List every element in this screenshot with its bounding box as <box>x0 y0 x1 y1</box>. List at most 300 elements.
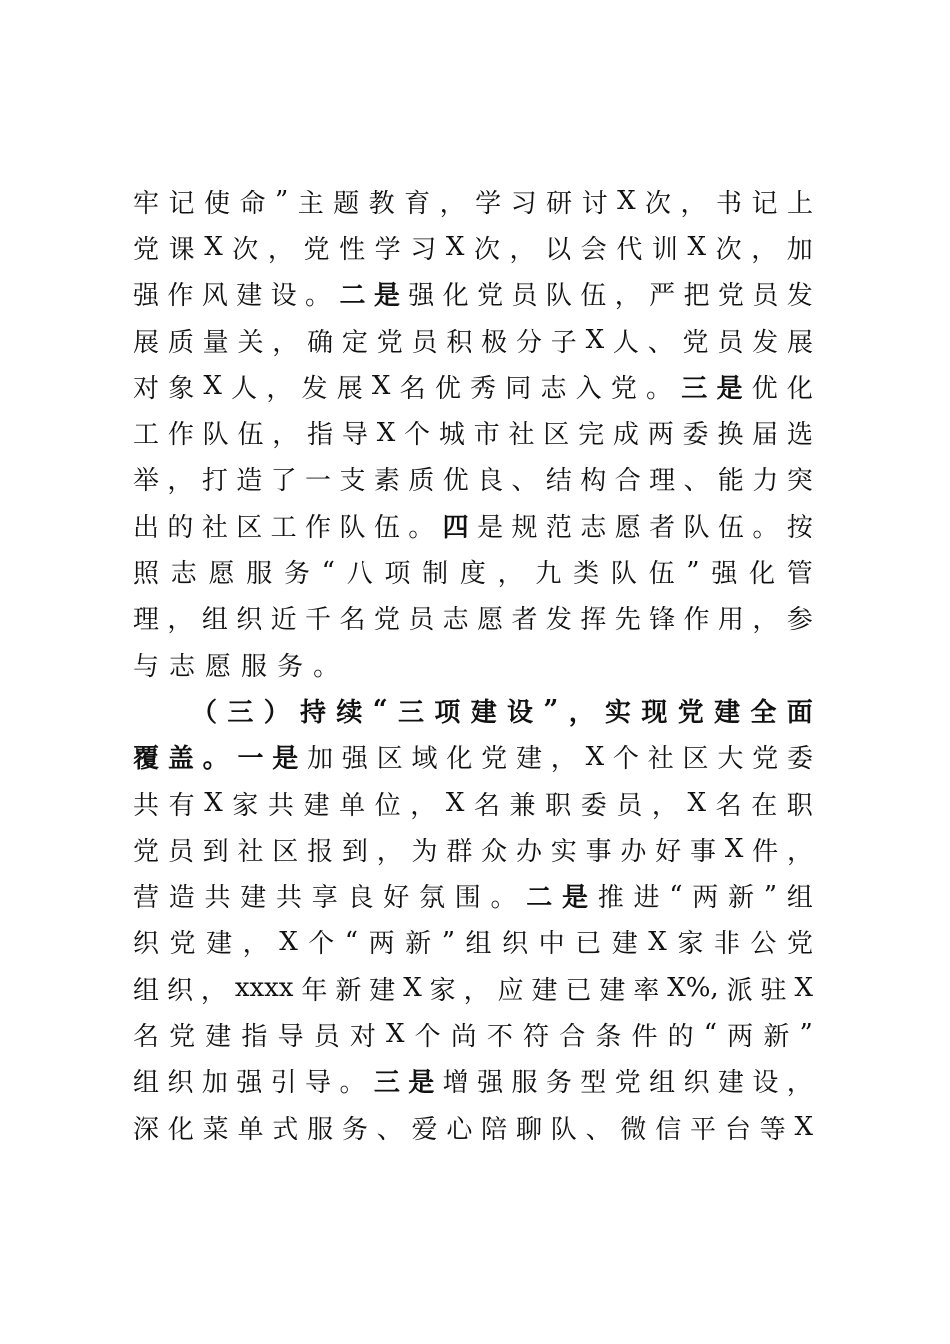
text-char: ， <box>751 234 778 265</box>
text-char: X <box>648 926 667 957</box>
text-char: 的 <box>167 512 194 543</box>
text-char: 进 <box>633 883 660 914</box>
text-char: 新 <box>405 929 432 960</box>
text-char: 伍 <box>237 420 264 451</box>
text-char: 导 <box>277 1021 304 1052</box>
text-char: 建 <box>611 929 638 960</box>
text-char: 中 <box>538 929 565 960</box>
text-char: 展 <box>786 327 813 358</box>
text-char: 关 <box>237 327 264 358</box>
text-char: 量 <box>202 327 229 358</box>
text-char: 建 <box>515 744 542 775</box>
text-char: 设 <box>752 1068 779 1099</box>
text-char: 围 <box>454 883 481 914</box>
text-line <box>133 224 813 270</box>
text-char: 以 <box>545 234 572 265</box>
text-char: 已 <box>565 975 592 1006</box>
text-char: 两 <box>727 1021 754 1052</box>
text-char: 信 <box>655 1114 682 1145</box>
text-char: 织 <box>683 1068 710 1099</box>
text-char: 作 <box>305 512 332 543</box>
bold-text-char: ， <box>568 697 595 728</box>
text-char: 把 <box>683 281 710 312</box>
text-char: 队 <box>610 559 637 590</box>
text-char: 志 <box>169 651 206 682</box>
text-char: 支 <box>339 466 366 497</box>
text-char: 项 <box>384 559 411 590</box>
text-char: 个 <box>414 1021 441 1052</box>
text-char: 党 <box>717 281 744 312</box>
text-char: 员 <box>752 281 779 312</box>
text-char: ， <box>786 836 813 867</box>
text-char: 强 <box>711 559 738 590</box>
text-char: 性 <box>339 234 366 265</box>
text-char: 展 <box>133 327 160 358</box>
text-char: 、 <box>647 327 674 358</box>
text-char: 展 <box>336 373 363 404</box>
text-char: 人 <box>612 327 639 358</box>
text-char: 。 <box>490 883 517 914</box>
text-char: 一 <box>305 466 332 497</box>
text-char: ， <box>439 188 466 219</box>
text-char: 建 <box>717 1068 744 1099</box>
text-char: 指 <box>307 420 334 451</box>
text-char: 建 <box>303 790 330 821</box>
text-char: 导 <box>305 1068 332 1099</box>
text-char: 举 <box>133 466 160 497</box>
text-char: 实 <box>550 836 577 867</box>
bold-text-char: 项 <box>434 697 461 728</box>
text-char: 服 <box>241 651 278 682</box>
text-line <box>133 734 813 780</box>
text-char: 党 <box>303 234 330 265</box>
text-char: ， <box>786 1068 813 1099</box>
text-line <box>133 641 813 687</box>
text-char: ， <box>680 188 707 219</box>
text-char: 强 <box>236 1068 263 1099</box>
text-char: 群 <box>446 836 473 867</box>
text-char: 个 <box>404 420 431 451</box>
text-char: 良 <box>477 466 504 497</box>
text-char: 委 <box>786 744 813 775</box>
text-char: 员 <box>511 281 538 312</box>
text-char: 员 <box>411 327 438 358</box>
text-char: 两 <box>692 883 719 914</box>
text-char: 名 <box>339 605 366 636</box>
text-char: 良 <box>347 883 374 914</box>
text-char: 是 <box>477 512 504 543</box>
text-char: 分 <box>515 327 542 358</box>
text-char: 党 <box>133 836 160 867</box>
text-char: 建 <box>240 883 267 914</box>
text-char: 市 <box>473 420 500 451</box>
text-char: 兼 <box>509 790 536 821</box>
text-char: 牢 <box>133 188 160 219</box>
text-char: X <box>794 973 813 1004</box>
text-char: 队 <box>683 512 710 543</box>
text-char: 同 <box>505 373 532 404</box>
text-char: 代 <box>616 234 643 265</box>
text-char: 建 <box>236 281 263 312</box>
text-char: 职 <box>786 790 813 821</box>
text-char: 近 <box>270 605 297 636</box>
text-line <box>133 548 813 594</box>
text-char: 次 <box>232 234 259 265</box>
text-char: 强 <box>408 281 435 312</box>
text-char: 愿 <box>208 559 235 590</box>
bold-text-char: 是 <box>272 744 299 775</box>
bold-text-char: 。 <box>202 744 229 775</box>
text-char: 志 <box>580 512 607 543</box>
text-char: 组 <box>649 1068 676 1099</box>
text-char: ， <box>497 559 524 590</box>
text-char: 织 <box>502 929 529 960</box>
text-char: X <box>585 325 605 356</box>
text-char: 加 <box>201 1068 228 1099</box>
text-char: 党 <box>373 605 400 636</box>
bold-text-char: 续 <box>336 697 363 728</box>
text-char: 好 <box>655 836 682 867</box>
text-char: 建 <box>599 975 626 1006</box>
text-char: 营 <box>133 883 160 914</box>
text-char: 等 <box>759 1114 786 1145</box>
text-char: ” <box>799 1019 813 1050</box>
text-char: 组 <box>465 929 492 960</box>
text-char: 已 <box>575 929 602 960</box>
text-char: 符 <box>523 1021 550 1052</box>
text-char: 办 <box>515 836 542 867</box>
text-char: ， <box>509 234 536 265</box>
text-char: 委 <box>682 420 709 451</box>
text-char: 好 <box>383 883 410 914</box>
text-char: 到 <box>341 836 368 867</box>
text-char: 伍 <box>717 512 744 543</box>
text-char: 与 <box>133 651 170 682</box>
text-char: 育 <box>404 188 431 219</box>
text-char: 素 <box>373 466 400 497</box>
text-char: 组 <box>133 975 160 1006</box>
text-char: 记 <box>168 188 195 219</box>
text-char: “ <box>669 880 683 911</box>
text-char: 平 <box>690 1114 717 1145</box>
text-char: 用 <box>717 605 744 636</box>
text-char: 不 <box>486 1021 513 1052</box>
text-char: 对 <box>133 373 160 404</box>
text-line <box>133 1058 813 1104</box>
text-line <box>133 872 813 918</box>
text-char: 参 <box>786 605 813 636</box>
text-char: 加 <box>786 234 813 265</box>
text-char: 、 <box>585 1114 612 1145</box>
bold-text-char: 三 <box>373 1068 400 1099</box>
bold-text-char: 设 <box>507 697 534 728</box>
text-char: 务 <box>545 1068 572 1099</box>
bold-text-char: 三 <box>681 373 708 404</box>
text-char: 愿 <box>205 651 242 682</box>
text-char: 打 <box>201 466 228 497</box>
text-char: 组 <box>201 605 228 636</box>
bold-text-char: 是 <box>562 883 589 914</box>
text-char: ， <box>272 420 299 451</box>
text-char: 式 <box>272 1114 299 1145</box>
text-char: 教 <box>368 188 395 219</box>
text-char: 社 <box>237 836 264 867</box>
text-char: ， <box>614 281 641 312</box>
text-char: 象 <box>168 373 195 404</box>
text-char: 位 <box>374 790 401 821</box>
text-char: 办 <box>620 836 647 867</box>
text-char: 积 <box>446 327 473 358</box>
text-char: 党 <box>481 744 508 775</box>
text-char: 极 <box>481 327 508 358</box>
text-char: 。 <box>752 512 779 543</box>
text-char: 党 <box>169 1021 196 1052</box>
text-char: 训 <box>651 234 678 265</box>
text-char: X <box>403 973 422 1004</box>
text-char: 单 <box>237 1114 264 1145</box>
text-line <box>133 826 813 872</box>
text-char: X <box>445 788 465 818</box>
text-char: 心 <box>446 1114 473 1145</box>
text-char: xxxx <box>234 973 294 1004</box>
text-char: 加 <box>307 744 334 775</box>
text-char: 个 <box>308 929 335 960</box>
text-char: 挥 <box>580 605 607 636</box>
text-char: ， <box>242 929 269 960</box>
text-char: 有 <box>168 790 195 821</box>
text-char: 名 <box>473 790 500 821</box>
text-char: 服 <box>511 1068 538 1099</box>
text-char: 愿 <box>477 605 504 636</box>
text-char: 共 <box>133 790 160 821</box>
text-line <box>133 919 813 965</box>
bold-text-char: 持 <box>300 697 327 728</box>
text-char: 。 <box>408 512 435 543</box>
text-char: 区 <box>682 744 709 775</box>
text-char: 造 <box>168 883 195 914</box>
text-char: 选 <box>786 420 813 451</box>
text-char: 志 <box>540 373 567 404</box>
text-char: 伍 <box>648 559 675 590</box>
text-char: 合 <box>559 1021 586 1052</box>
text-char: 。 <box>646 373 673 404</box>
text-char: 工 <box>270 512 297 543</box>
text-char: 应 <box>497 975 524 1006</box>
text-char: X <box>687 788 707 818</box>
text-char: 派 <box>726 975 753 1006</box>
text-char: 发 <box>786 281 813 312</box>
text-char: 报 <box>307 836 334 867</box>
text-char: X <box>376 417 396 448</box>
text-char: ， <box>410 790 437 821</box>
text-char: 书 <box>716 188 743 219</box>
text-char: 党 <box>169 929 196 960</box>
bold-text-char: 党 <box>677 697 704 728</box>
text-char: 党 <box>133 234 160 265</box>
text-char: 单 <box>339 790 366 821</box>
text-char: 台 <box>724 1114 751 1145</box>
text-char: 质 <box>167 327 194 358</box>
text-char: 。 <box>313 651 350 682</box>
text-char: 习 <box>510 188 537 219</box>
text-char: 共 <box>276 883 303 914</box>
text-char: 引 <box>270 1068 297 1099</box>
bold-text-char: 三 <box>398 697 425 728</box>
text-char: X <box>279 926 298 957</box>
text-char: 度 <box>459 559 486 590</box>
text-char: 为 <box>411 836 438 867</box>
bold-text-char: “ <box>372 695 388 726</box>
text-char: 突 <box>786 466 813 497</box>
body-text <box>133 178 813 1150</box>
text-char: 确 <box>307 327 334 358</box>
text-char: 事 <box>585 836 612 867</box>
text-line <box>133 409 813 455</box>
text-char: 到 <box>202 836 229 867</box>
text-char: 换 <box>717 420 744 451</box>
text-char: 两 <box>368 929 395 960</box>
text-char: 尚 <box>450 1021 477 1052</box>
text-char: 。 <box>339 1068 366 1099</box>
text-char: 秀 <box>470 373 497 404</box>
text-char: 次 <box>645 188 672 219</box>
text-char: 氛 <box>419 883 446 914</box>
text-char: ， <box>651 790 678 821</box>
text-char: 学 <box>475 188 502 219</box>
text-char: 质 <box>408 466 435 497</box>
text-char: 区 <box>236 512 263 543</box>
text-char: 先 <box>614 605 641 636</box>
text-char: 条 <box>595 1021 622 1052</box>
text-char: 员 <box>717 327 744 358</box>
bold-text-char: 四 <box>442 512 469 543</box>
bold-text-char: 是 <box>408 1068 435 1099</box>
text-char: 次 <box>715 234 742 265</box>
text-char: 委 <box>580 790 607 821</box>
text-char: 化 <box>167 1114 194 1145</box>
text-char: 区 <box>543 420 570 451</box>
text-char: ， <box>167 605 194 636</box>
text-char: 队 <box>545 281 572 312</box>
text-char: “ <box>344 926 359 957</box>
text-char: 微 <box>620 1114 647 1145</box>
text-char: 学 <box>374 234 401 265</box>
text-char: ， <box>752 605 779 636</box>
text-char: X%, <box>667 973 719 1004</box>
text-char: ， <box>200 975 227 1006</box>
text-line <box>133 456 813 502</box>
text-char: 九 <box>535 559 562 590</box>
text-char: 党 <box>786 929 813 960</box>
text-char: 能 <box>717 466 744 497</box>
bold-text-char: 二 <box>526 883 553 914</box>
text-char: 城 <box>438 420 465 451</box>
text-char: 风 <box>201 281 228 312</box>
text-char: 造 <box>236 466 263 497</box>
text-char: 域 <box>411 744 438 775</box>
text-char: 个 <box>612 744 639 775</box>
text-char: 愿 <box>614 512 641 543</box>
text-char: 课 <box>168 234 195 265</box>
text-char: 八 <box>346 559 373 590</box>
text-char: ， <box>266 373 293 404</box>
text-char: 规 <box>511 512 538 543</box>
text-char: 组 <box>786 883 813 914</box>
text-char: 社 <box>201 512 228 543</box>
bold-text-char: 三 <box>227 697 254 728</box>
text-char: 者 <box>511 605 538 636</box>
text-char: 务 <box>341 1114 368 1145</box>
text-char: 化 <box>749 559 776 590</box>
text-char: 化 <box>442 281 469 312</box>
text-char: X <box>445 232 465 263</box>
text-char: 优 <box>434 373 461 404</box>
text-char: 众 <box>481 836 508 867</box>
text-char: 陪 <box>481 1114 508 1145</box>
bold-text-char: 建 <box>714 697 741 728</box>
text-char: 强 <box>477 1068 504 1099</box>
text-line <box>133 780 813 826</box>
text-char: 会 <box>580 234 607 265</box>
text-char: 严 <box>649 281 676 312</box>
text-char: 菜 <box>202 1114 229 1145</box>
text-char: 锋 <box>649 605 676 636</box>
text-char: 织 <box>167 1068 194 1099</box>
text-char: 员 <box>167 836 194 867</box>
text-char: 优 <box>751 373 778 404</box>
text-char: 服 <box>307 1114 334 1145</box>
text-char: 千 <box>305 605 332 636</box>
text-char: 建 <box>206 929 233 960</box>
text-char: 员 <box>313 1021 340 1052</box>
text-char: 人 <box>231 373 258 404</box>
text-char: 设 <box>270 281 297 312</box>
text-char: 对 <box>349 1021 376 1052</box>
bold-text-char: 面 <box>786 697 813 728</box>
text-char: ， <box>550 744 577 775</box>
text-char: ， <box>376 836 403 867</box>
bold-text-char: 全 <box>750 697 777 728</box>
text-char: ” <box>763 880 778 911</box>
text-char: 员 <box>408 605 435 636</box>
text-char: 党 <box>614 1068 641 1099</box>
text-char: 队 <box>202 420 229 451</box>
text-char: 件 <box>631 1021 658 1052</box>
bold-text-char: 现 <box>641 697 668 728</box>
text-char: 家 <box>232 790 259 821</box>
text-line <box>133 687 813 733</box>
text-char: 型 <box>580 1068 607 1099</box>
text-line <box>133 363 813 409</box>
text-line <box>133 1104 813 1150</box>
text-char: 使 <box>203 188 230 219</box>
text-char: 社 <box>647 744 674 775</box>
text-char: 次 <box>473 234 500 265</box>
text-char: 新 <box>763 1021 790 1052</box>
text-char: 名 <box>399 373 426 404</box>
text-char: 爱 <box>411 1114 438 1145</box>
text-char: 管 <box>786 559 813 590</box>
text-char: 增 <box>442 1068 469 1099</box>
text-char: 作 <box>683 605 710 636</box>
text-char: 研 <box>546 188 573 219</box>
text-char: ， <box>267 234 294 265</box>
text-char: 志 <box>442 605 469 636</box>
text-char: 员 <box>616 790 643 821</box>
text-char: 结 <box>545 466 572 497</box>
text-char: ” <box>441 926 455 957</box>
text-char: 化 <box>446 744 473 775</box>
